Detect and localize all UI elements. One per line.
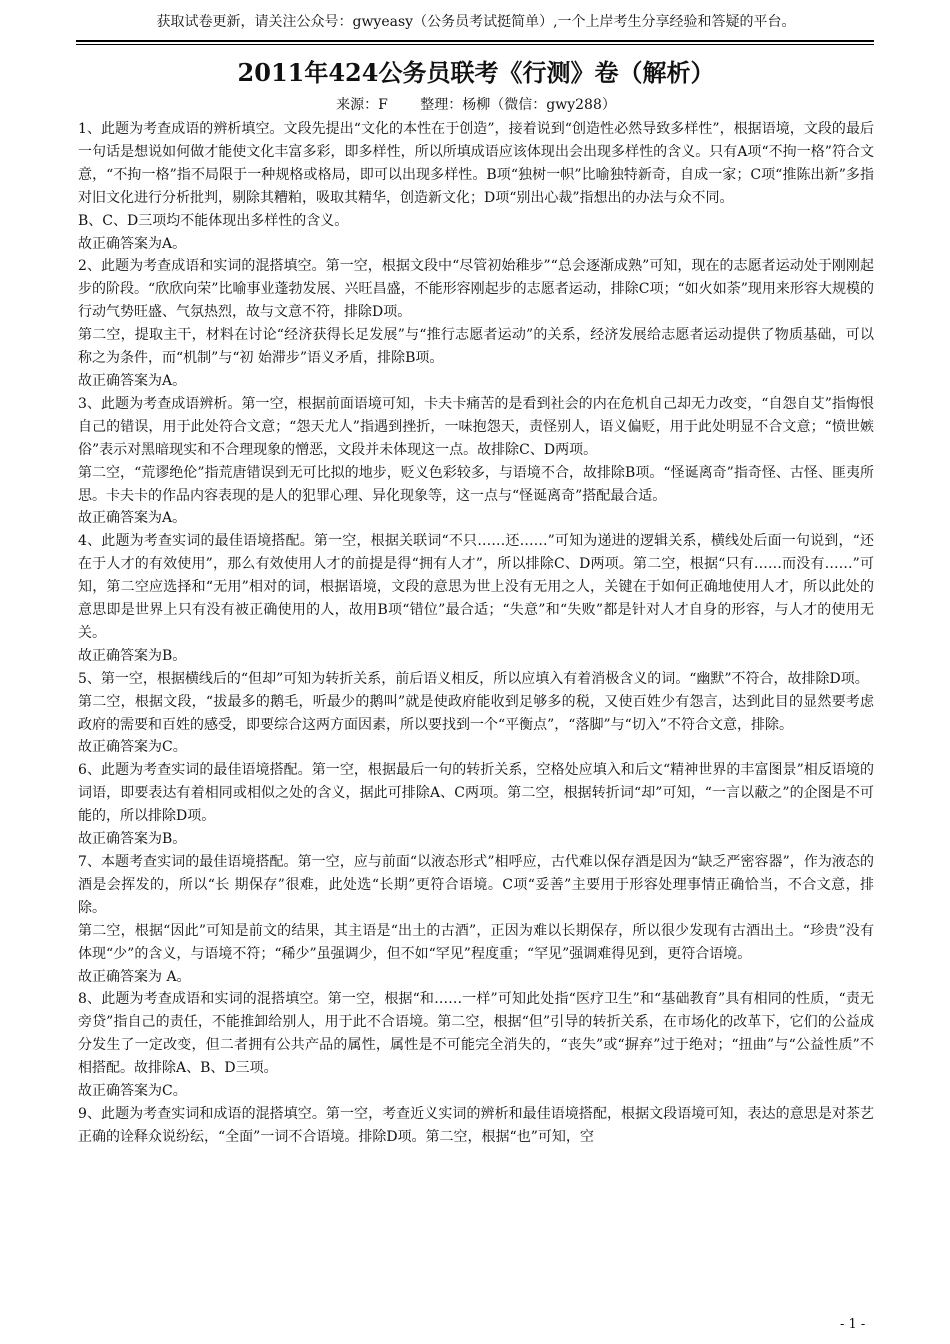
document-body (78, 118, 874, 1304)
paragraph: 故正确答案为A。 (78, 372, 187, 389)
paragraph: 故正确答案为B。 (78, 647, 187, 664)
paragraph: 故正确答案为 A。 (78, 968, 191, 985)
source-line (76, 95, 876, 115)
page-header: 获取试卷更新，请关注公众号：gwyeasy（公务员考试挺简单）,一个上岸考生分享经验和答疑的平台。 (156, 14, 796, 30)
header-rule (76, 40, 874, 42)
paragraph: 9、此题为考查实词和成语的混搭填空。第一空，考查近义实词的辨析和最佳语境搭配，根据文段语境可知，表达的意思是对茶艺正确的诠释众说纷纭，“全面”一词不合语境。排除D项。第二空，根据“也”可知，空 (78, 1105, 874, 1145)
paragraph: 8、此题为考查成语和实词的混搭填空。第一空，根据“和……一样”可知此处指“医疗卫生”和“基础教育”具有相同的性质，“责无旁贷”指自己的责任，不能推卸给别人，用于此不合语境。第二空，根据“但”引导的转折关系，在市场化的改革下，它们的公益成分发生了一定改变，但二者拥有公共产品的属性，属性是不可能完全消失的，“丧失”或“摒弃”过于绝对；“扭曲”与“公益性质”不相搭配。故排除A、B、D三项。 (78, 991, 874, 1077)
source-label: 来源：F (336, 97, 388, 113)
compiler-info: 整理：杨柳（微信：gwy288） (420, 97, 616, 113)
paragraph: 故正确答案为C。 (78, 739, 187, 756)
paragraph: 第二空，提取主干，材料在讨论“经济获得长足发展”与“推行志愿者运动”的关系，经济发展给志愿者运动提供了物质基础，可以称之为条件，而“机制”与“初 始滞步”语义矛盾，排除B项。 (78, 327, 874, 367)
paragraph: 故正确答案为B。 (78, 831, 187, 848)
paragraph: 7、本题考查实词的最佳语境搭配。第一空，应与前面“以液态形式”相呼应，古代难以保存酒是因为“缺乏严密容器”，作为液态的酒是会挥发的，所以“长 期保存”很难，此处选“长期”更符合语境。C项“妥善”主要用于形容处理事情正确恰当，不合文意，排除。 (78, 854, 874, 916)
paragraph: 2、此题为考查成语和实词的混搭填空。第一空，根据文段中“尽管初始稚步”“总会逐渐成熟”可知，现在的志愿者运动处于刚刚起步的阶段。“欣欣向荣”比喻事业蓬勃发展、兴旺昌盛，不能形容刚起步的志愿者运动，排除C项；“如火如荼”现用来形容大规模的行动气势旺盛、气氛热烈，故与文意不符，排除D项。 (78, 258, 874, 321)
paragraph: 第二空，“荒谬绝伦”指荒唐错误到无可比拟的地步，贬义色彩较多，与语境不合，故排除B项。“怪诞离奇”指奇怪、古怪、匪夷所思。卡夫卡的作品内容表现的是人的犯罪心理、异化现象等，这一点与“怪诞离奇”搭配最合适。 (78, 464, 874, 504)
paragraph: 故正确答案为A。 (78, 235, 187, 252)
paragraph: 3、此题为考查成语辨析。第一空，根据前面语境可知，卡夫卡痛苦的是看到社会的内在危机自己却无力改变，“自怨自艾”指悔恨自己的错误，用于此处符合文意；“怨天尤人”指遇到挫折，一味抱怨天，责怪别人，语义偏贬，用于此处明显不合文意；“愤世嫉俗”表示对黑暗现实和不合理现象的憎恶，文段并未体现这一点。故排除C、D两项。 (78, 395, 874, 458)
paragraph: 故正确答案为A。 (78, 510, 187, 527)
paragraph: 5、第一空，根据横线后的“但却”可知为转折关系，前后语义相反，所以应填入有着消极含义的词。“幽默”不符合，故排除D项。 (78, 670, 869, 687)
paragraph: B、C、D三项均不能体现出多样性的含义。 (78, 212, 349, 229)
paragraph: 1、此题为考查成语的辨析填空。文段先提出“文化的本性在于创造”，接着说到“创造性必然导致多样性”，根据语境，文段的最后一句话是想说如何做才能使文化丰富多彩，即多样性，所以所填成语应该体现出会出现多样性的含义。只有A项“不拘一格”符合文意，“不拘一格”指不局限于一种规格或格局，即可以出现多样性。B项“独树一帜”比喻独特新奇，自成一家；C项“推陈出新”多指对旧文化进行分析批判，剔除其糟粕，吸取其精华，创造新文化；D项“别出心裁”指想出的办法与众不同。 (78, 121, 874, 206)
paragraph: 故正确答案为C。 (78, 1083, 187, 1100)
paragraph: 4、此题为考查实词的最佳语境搭配。第一空，根据关联词“不只……还……”可知为递进的逻辑关系，横线处后面一句说到，“还在于人才的有效使用”，那么有效使用人才的前提是得“拥有人才”，所以排除C、D两项。第二空，根据“只有……而没有……”可知，第二空应选择和“无用”相对的词，根据语境，文段的意思为世上没有无用之人，关键在于如何正确地使用人才，所以此处的意思即是世界上只有没有被正确使用的人，故用B项“错位”最合适；“失意”和“失败”都是针对人才自身的形容，与人才的使用无关。 (78, 533, 874, 641)
paragraph: 6、此题为考查实词的最佳语境搭配。第一空，根据最后一句的转折关系，空格处应填入和后文“精神世界的丰富图景”相反语境的词语，即要表达有着相同或相似之处的含义，据此可排除A、C两项。第二空，根据转折词“却”可知，“一言以蔽之”的企图是不可能的，所以排除D项。 (78, 762, 874, 825)
paragraph: 第二空，根据文段，“拔最多的鹅毛，听最少的鹅叫”就是使政府能收到足够多的税，又使百姓少有怨言，达到此目的显然要考虑政府的需要和百姓的感受，即要综合这两方面因素，所以要找到一个“平衡点”，“落脚”与“切入”不符合文意，排除。 (78, 693, 874, 733)
page-number: - 1 - (840, 1317, 866, 1332)
paragraph: 第二空，根据“因此”可知是前文的结果，其主语是“出土的古酒”，正因为难以长期保存，所以很少发现有古酒出土。“珍贵”没有体现“少”的含义，与语境不符；“稀少”虽强调少，但不如“罕见”程度重；“罕见”强调难得见到，更符合语境。 (78, 922, 874, 962)
document-title: 2011年424公务员联考《行测》卷（解析） (237, 58, 715, 87)
header-rule-secondary (76, 44, 874, 45)
